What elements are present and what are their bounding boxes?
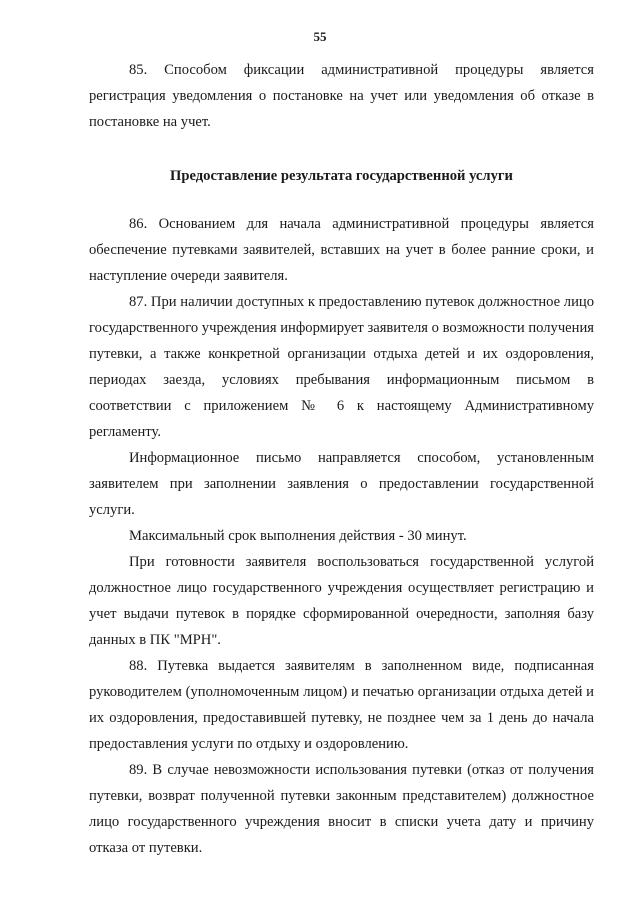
- paragraph-registration: При готовности заявителя воспользоваться государственной услугой должностное лицо государственного учреждения осуществляет регистрацию и учет выдачи путевок в порядке сформированной очередности, заполняя базу данных в ПК "МРН".: [89, 554, 594, 648]
- paragraph-89: 89. В случае невозможности использования путевки (отказ от получения путевки, возврат полученной путевки законным представителем) должностное лицо государственного учреждения вносит в списки учета дату и причину отказа от путевки.: [89, 762, 594, 856]
- page-number: 55: [313, 29, 327, 44]
- paragraph-88: 88. Путевка выдается заявителям в заполненном виде, подписанная руководителем (уполномоченным лицом) и печатью организации отдыха детей и их оздоровления, предоставившей путевку, не позднее чем за 1 день до начала предоставления услуги по отдыху и оздоровлению.: [89, 658, 594, 752]
- paragraph-87: 87. При наличии доступных к предоставлению путевок должностное лицо государственного учреждения информирует заявителя о возможности получения путевки, а также конкретной организации отдыха детей и их оздоровления, периодах заезда, условиях пребывания информационным письмом в соответствии с приложением № 6 к настоящему Административному регламенту.: [89, 294, 594, 440]
- section-heading: Предоставление результата государственной услуги: [170, 168, 513, 184]
- paragraph-max-time: Максимальный срок выполнения действия - 30 минут.: [129, 528, 467, 544]
- paragraph-info-letter: Информационное письмо направляется способом, установленным заявителем при заполнении заявления о предоставлении государственной услуги.: [89, 450, 594, 518]
- document-body: [89, 57, 594, 861]
- paragraph-86: 86. Основанием для начала административной процедуры является обеспечение путевками заявителей, вставших на учет в более ранние сроки, и наступление очереди заявителя.: [89, 216, 594, 284]
- paragraph-85: 85. Способом фиксации административной процедуры является регистрация уведомления о постановке на учет или уведомления об отказе в постановке на учет.: [89, 62, 594, 130]
